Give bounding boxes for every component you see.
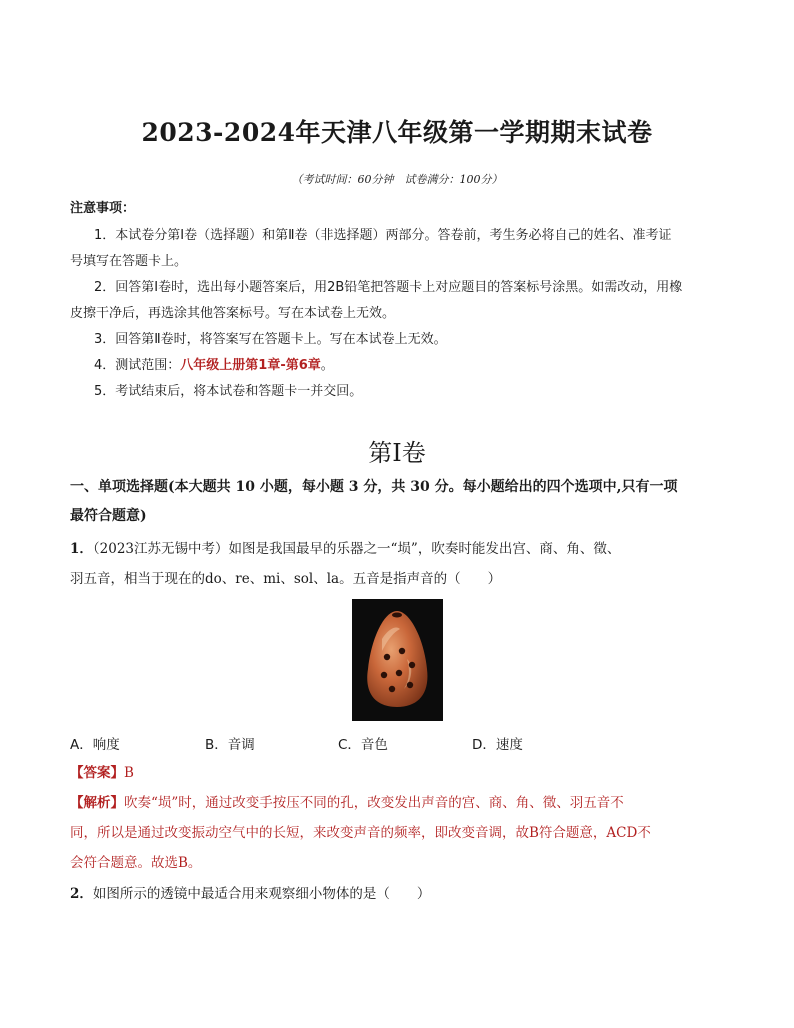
notice-item-1-line-2: 号填写在答题卡上。 [70, 254, 188, 269]
section-title: 第Ⅰ卷 [368, 439, 426, 467]
q1-analysis-line-2: 同，所以是通过改变振动空气中的长短，来改变声音的频率，即改变音调，故B符合题意，ACD不 [70, 825, 651, 841]
q1-analysis-label: 【解析】 [70, 795, 124, 811]
q1-analysis-text-1: 吹奏“埙”时，通过改变手按压不同的孔，改变发出声音的宫、商、角、徵、羽五音不 [124, 795, 624, 811]
q1-option-a: A．响度 [70, 737, 120, 753]
part1-heading-line-2: 最符合题意) [70, 508, 147, 524]
q2-text: 如图所示的透镜中最适合用来观察细小物体的是（ ） [92, 886, 431, 902]
q1-option-d: D．速度 [472, 737, 523, 753]
q1-answer-value: B [124, 765, 134, 781]
notice-item-4-prefix: 4．测试范围： [94, 358, 181, 373]
notice-item-2-line-1: 2．回答第Ⅰ卷时，选出每小题答案后，用2B铅笔把答题卡上对应题目的答案标号涂黑。如需改动，用橡 [94, 280, 683, 295]
q1-option-b: B．音调 [205, 737, 255, 753]
notice-item-4-suffix: 。 [320, 358, 334, 373]
q2-number: 2． [70, 886, 93, 902]
test-range: 八年级上册第1章-第6章 [180, 358, 321, 373]
exam-subtitle: （考试时间：60分钟 试卷满分：100分） [291, 173, 503, 186]
q2-line [70, 885, 430, 903]
part1-heading-line-1: 一、单项选择题(本大题共 10 小题，每小题 3 分，共 30 分。每小题给出的四个选项中,只有一项 [70, 479, 678, 495]
xun-instrument-photo [352, 599, 443, 721]
q1-line-1 [70, 540, 620, 558]
q1-analysis-line-3: 会符合题意。故选B。 [70, 855, 202, 871]
notice-item-4 [94, 357, 334, 375]
q1-answer [70, 764, 134, 782]
notice-item-1-line-1: 1．本试卷分第Ⅰ卷（选择题）和第Ⅱ卷（非选择题）两部分。答卷前，考生务必将自己的姓名、准考证 [94, 228, 672, 243]
q1-number: 1． [70, 541, 93, 557]
q1-text-line-1: （2023江苏无锡中考）如图是我国最早的乐器之一“埙”，吹奏时能发出宫、商、角、徵、 [92, 541, 621, 557]
q1-line-2: 羽五音，相当于现在的do、re、mi、sol、la。五音是指声音的（ ） [70, 571, 502, 587]
notice-item-2-line-2: 皮擦干净后，再选涂其他答案标号。写在本试卷上无效。 [70, 306, 396, 321]
q1-option-c: C．音色 [338, 737, 388, 753]
q1-analysis-line-1 [70, 794, 624, 812]
exam-title: 2023-2024年天津八年级第一学期期末试卷 [141, 118, 653, 147]
q1-answer-label: 【答案】 [70, 765, 124, 781]
notice-item-5: 5．考试结束后，将本试卷和答题卡一并交回。 [94, 384, 363, 399]
xun-icon [352, 599, 443, 721]
notice-item-3: 3．回答第Ⅱ卷时，将答案写在答题卡上。写在本试卷上无效。 [94, 332, 447, 347]
notice-heading: 注意事项： [70, 201, 136, 216]
